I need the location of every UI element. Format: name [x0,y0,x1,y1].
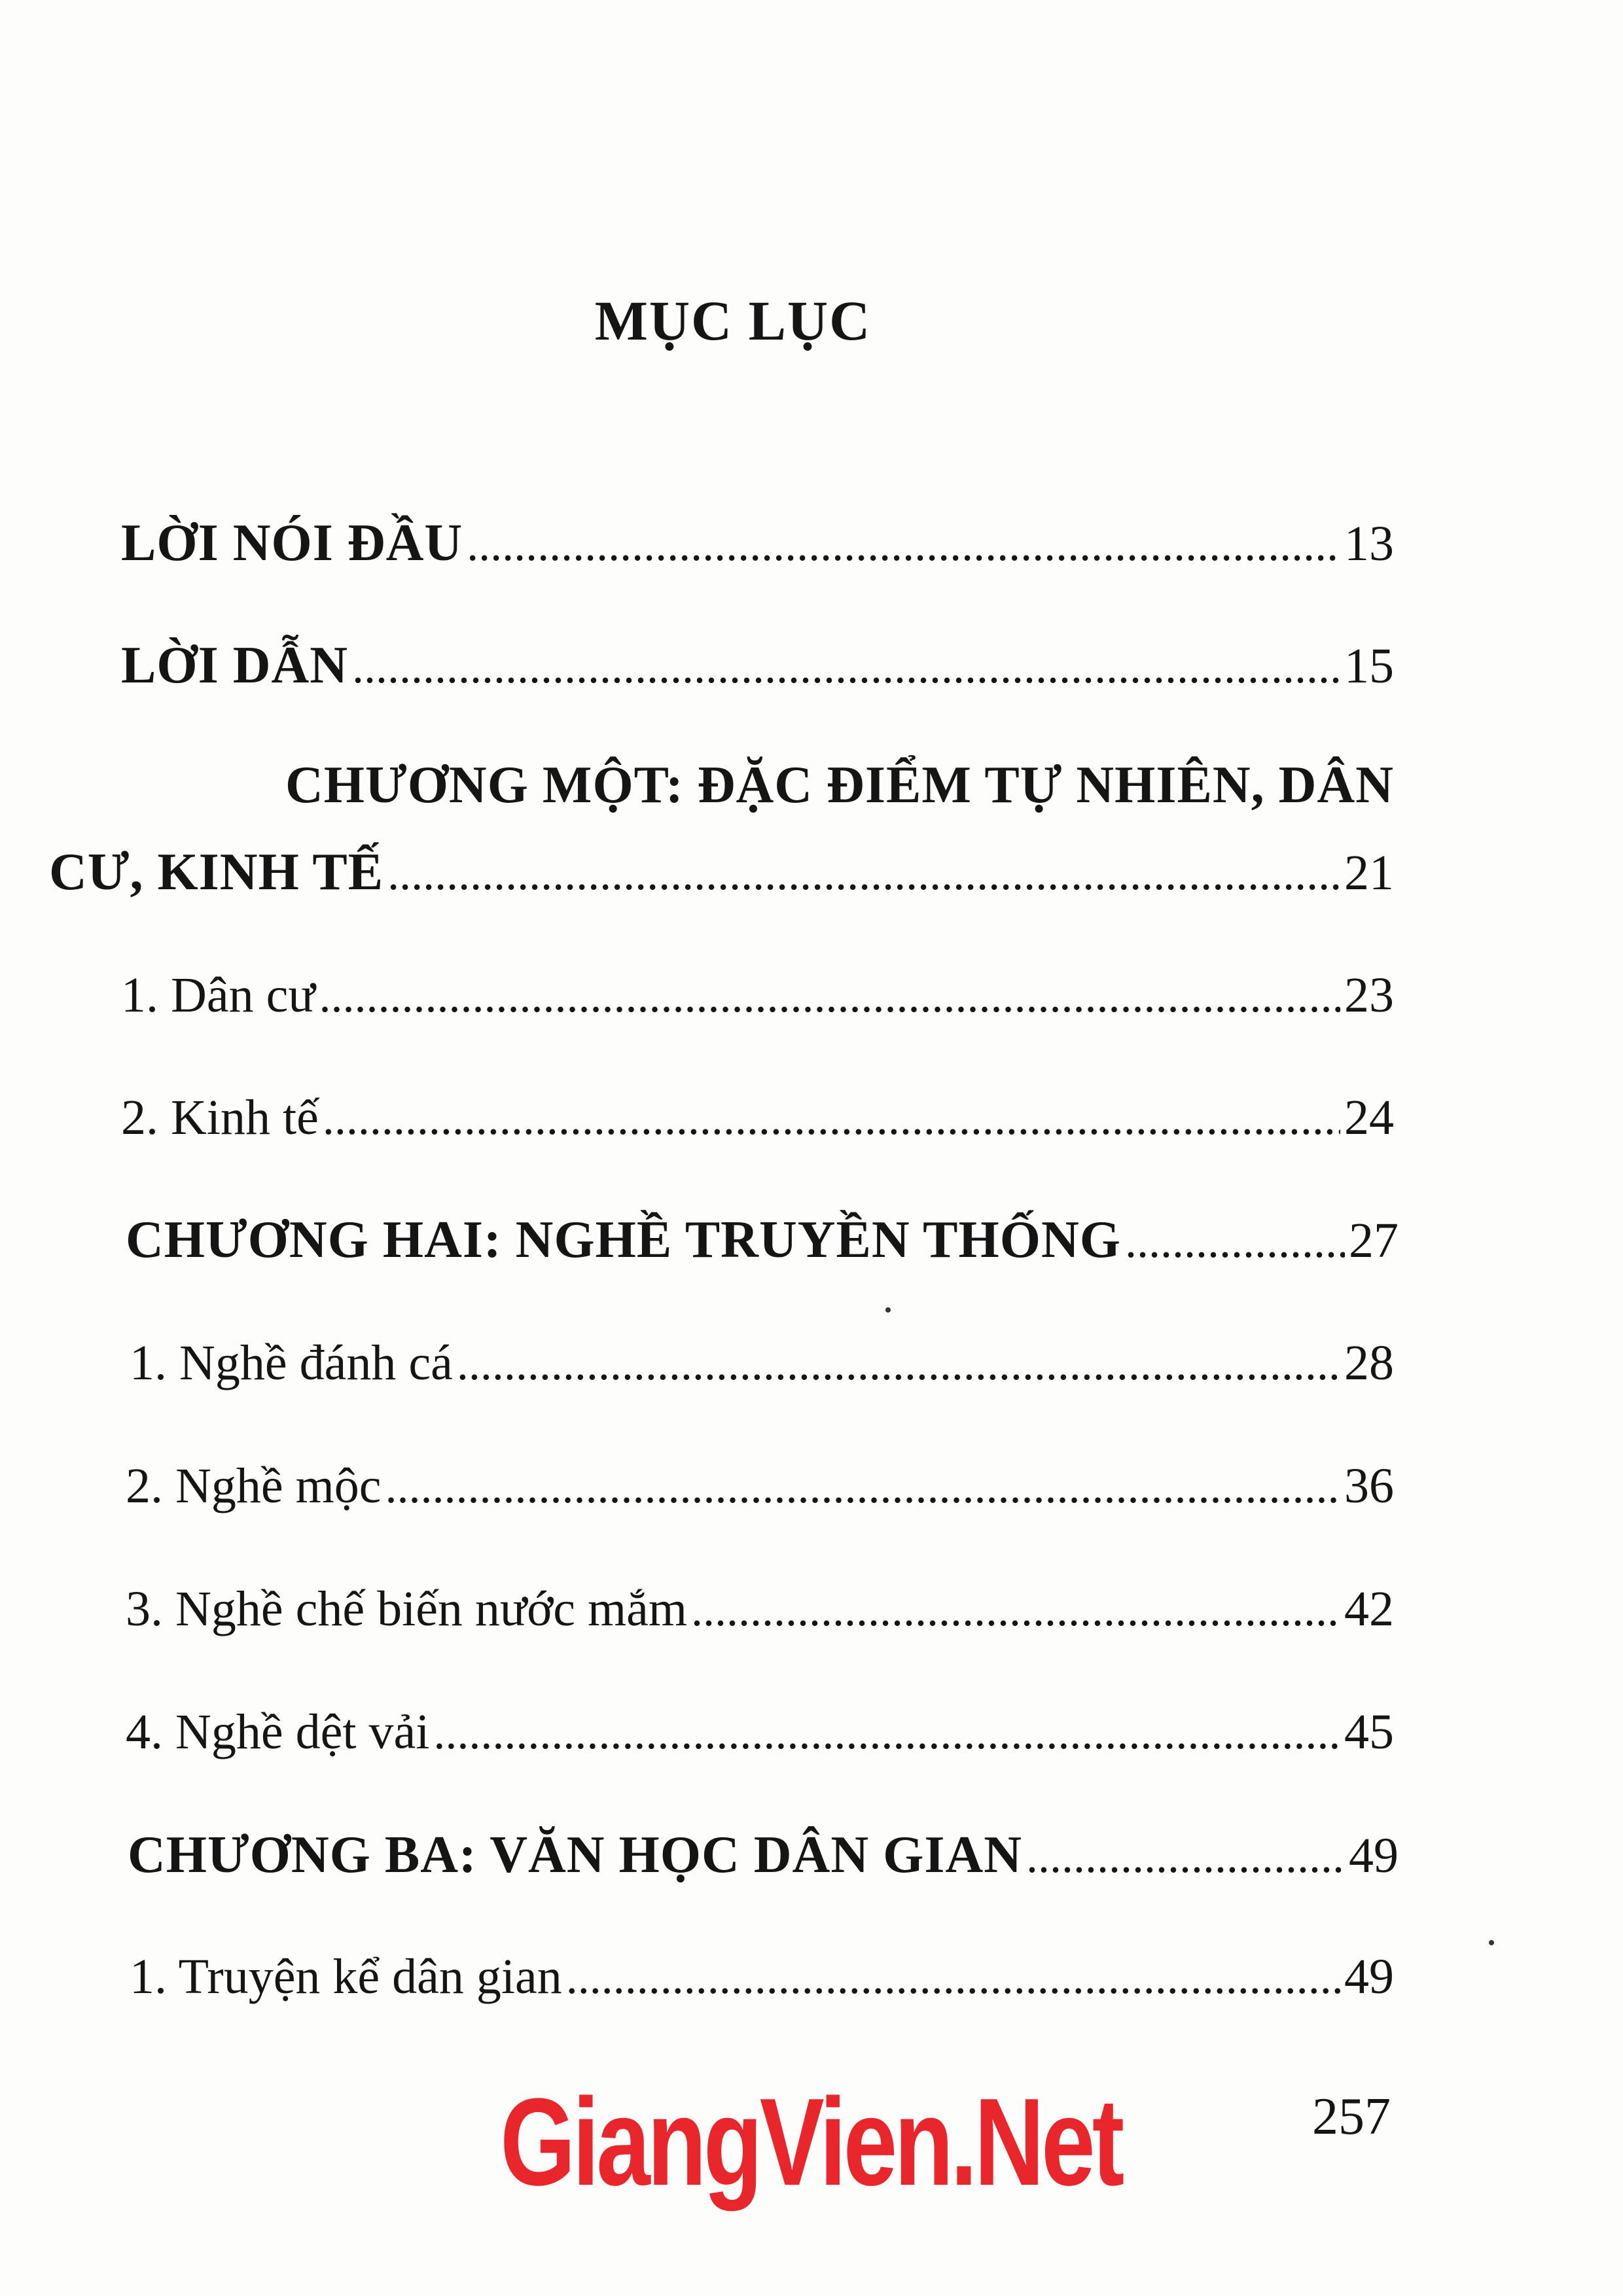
toc-entry-label: 1. Dân cư [121,968,315,1023]
toc-entry-page: 15 [1344,639,1394,694]
toc-entry-page: 21 [1344,845,1394,900]
dot-leader [1026,1829,1345,1884]
toc-entry-label: 2. Nghề mộc [126,1458,382,1513]
toc-entry-page: 49 [1349,1828,1399,1883]
scan-speck [1489,1940,1494,1945]
toc-entry-page: 49 [1344,1949,1394,2004]
dot-leader [433,1706,1340,1760]
toc-chapter1-title-line1: CHƯƠNG MỘT: ĐẶC ĐIỂM TỰ NHIÊN, DÂN [285,756,1394,814]
toc-entry-label: CHƯƠNG BA: VĂN HỌC DÂN GIAN [128,1826,1022,1884]
dot-leader [691,1583,1340,1637]
toc-entry-label: CHƯƠNG HAI: NGHỀ TRUYỀN THỐNG [126,1211,1121,1269]
toc-entry-page: 24 [1344,1090,1394,1145]
toc-entry-intro[interactable] [121,636,1394,696]
toc-entry-chapter3-item-1[interactable] [130,1949,1394,2005]
toc-entry-page: 13 [1344,516,1394,571]
dot-leader [387,847,1340,901]
page-number: 257 [1312,2088,1391,2146]
dot-leader [352,640,1340,694]
toc-entry-chapter3[interactable] [128,1826,1399,1885]
toc-entry-page: 28 [1344,1335,1394,1390]
toc-entry-chapter2-item-4[interactable] [126,1704,1394,1761]
watermark-logo: GiangVien.Net [500,2073,1122,2212]
toc-entry-preface[interactable] [121,514,1394,573]
toc-entry-chapter2-item-3[interactable] [126,1581,1394,1638]
toc-entry-page: 45 [1344,1704,1394,1759]
toc-entry-page: 27 [1349,1213,1399,1268]
dot-leader [385,1460,1340,1514]
toc-entry-chapter1-item-1[interactable] [121,967,1394,1024]
scan-speck [885,1307,891,1313]
toc-entry-page: 42 [1344,1581,1394,1636]
toc-entry-page: 23 [1344,968,1394,1023]
toc-entry-label: 2. Kinh tế [121,1090,319,1145]
toc-entry-label: 1. Nghề đánh cá [130,1335,453,1390]
dot-leader [1125,1214,1345,1269]
dot-leader [566,1951,1340,2005]
toc-entry-chapter2-item-1[interactable] [130,1335,1394,1392]
dot-leader [467,518,1340,572]
toc-entry-label: LỜI DẪN [121,637,349,694]
dot-leader [457,1337,1340,1391]
toc-entry-page: 36 [1344,1458,1394,1513]
toc-entry-label: 4. Nghề dệt vải [126,1704,430,1759]
toc-entry-chapter1-item-2[interactable] [121,1089,1394,1146]
dot-leader [323,1091,1340,1146]
toc-entry-chapter2-item-2[interactable] [126,1458,1394,1515]
toc-entry-label: LỜI NÓI ĐẦU [121,514,463,572]
toc-entry-label: CƯ, KINH TẾ [49,843,384,901]
toc-entry-chapter1[interactable] [49,843,1394,902]
page-title: MỤC LỤC [594,289,872,352]
toc-entry-label: 1. Truyện kể dân gian [130,1949,562,2004]
toc-entry-label: 3. Nghề chế biến nước mắm [126,1581,688,1636]
toc-entry-chapter2[interactable] [126,1210,1399,1270]
dot-leader [319,969,1340,1023]
